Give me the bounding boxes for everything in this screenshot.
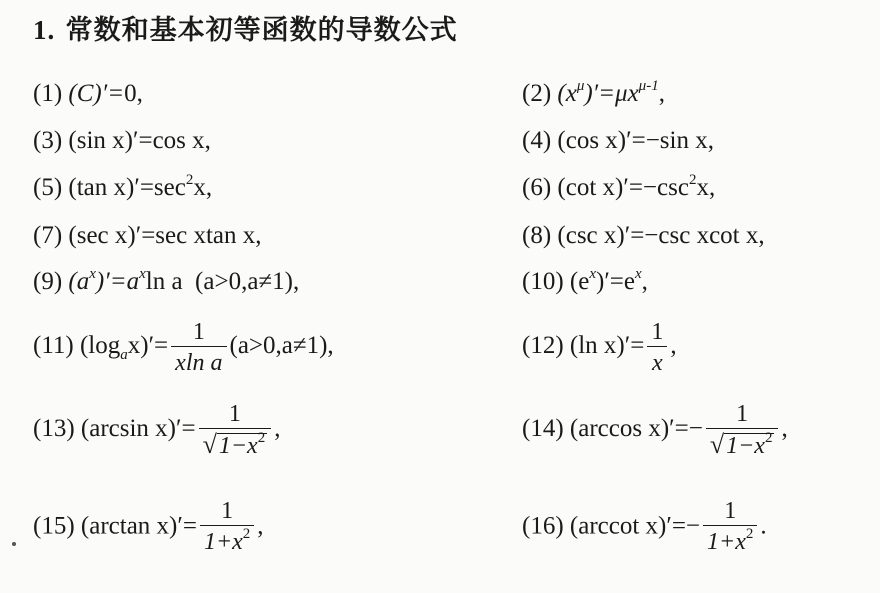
formula-4: (4) (cos x)′=−sin x,: [522, 127, 714, 154]
section-heading: 常数和基本初等函数的导数公式: [65, 15, 458, 46]
fraction: $\frac{1}{x}$: [647, 318, 667, 377]
formula-8: (8) (csc x)′=−csc xcot x,: [522, 222, 765, 249]
formula-12: (12) (ln x)′= $\frac{1}{x}$ ,: [522, 319, 677, 376]
formula-3: (3) (sin x)′=cos x,: [33, 127, 211, 154]
formula-1: (1) (C)′=0,: [33, 80, 143, 107]
page-mark: [12, 542, 16, 546]
formula-2: (2) $(x^\mu)'=\mu x^{\mu-1}$,: [522, 78, 665, 107]
formula-6: (6) (cot $x)'=-\csc^2x$,: [522, 172, 716, 201]
formula-13: (13) (arcsin x)′= $\frac{1}{√1-x^2}$ ,: [33, 401, 281, 459]
formula-15: (15) (arctan x)′= $\frac{1}{1+x^2}$ ,: [33, 497, 264, 559]
formula-16: (16) (arccot x)′=− $\frac{1}{1+x^2}$ .: [522, 497, 767, 559]
section-title: [33, 8, 458, 47]
sqrt-symbol: $√1-x^2$: [202, 430, 266, 459]
formula-5: (5) (tan $x)'=\sec^2x$,: [33, 172, 213, 201]
fraction: $\frac{1}{1+x^2}$: [703, 497, 757, 559]
fraction: $\frac{1}{\text{xln a}}$: [171, 318, 226, 377]
fraction: $\frac{1}{√1-x^2}$: [706, 400, 779, 461]
sqrt-symbol: $√1-x^2$: [709, 430, 773, 459]
formula-14: (14) (arccos x)′=− $\frac{1}{√1-x^2}$ ,: [522, 401, 788, 459]
fraction: $\frac{1}{√1-x^2}$: [199, 400, 272, 461]
formula-7: (7) (sec x)′=sec xtan x,: [33, 222, 262, 249]
fraction: $\frac{1}{1+x^2}$: [200, 497, 254, 559]
formula-10: (10) $(e^x)'=e^x$,: [522, 266, 648, 295]
formula-9: (9) $(a^x)'=a^x\ln$ a (a>0,a≠1),: [33, 266, 300, 295]
section-number: 1.: [33, 15, 56, 45]
formula-11: (11) $(\log_ax)'=$ $\frac{1}{\text{xln a}}$ (a>0,a≠1),: [33, 319, 334, 376]
